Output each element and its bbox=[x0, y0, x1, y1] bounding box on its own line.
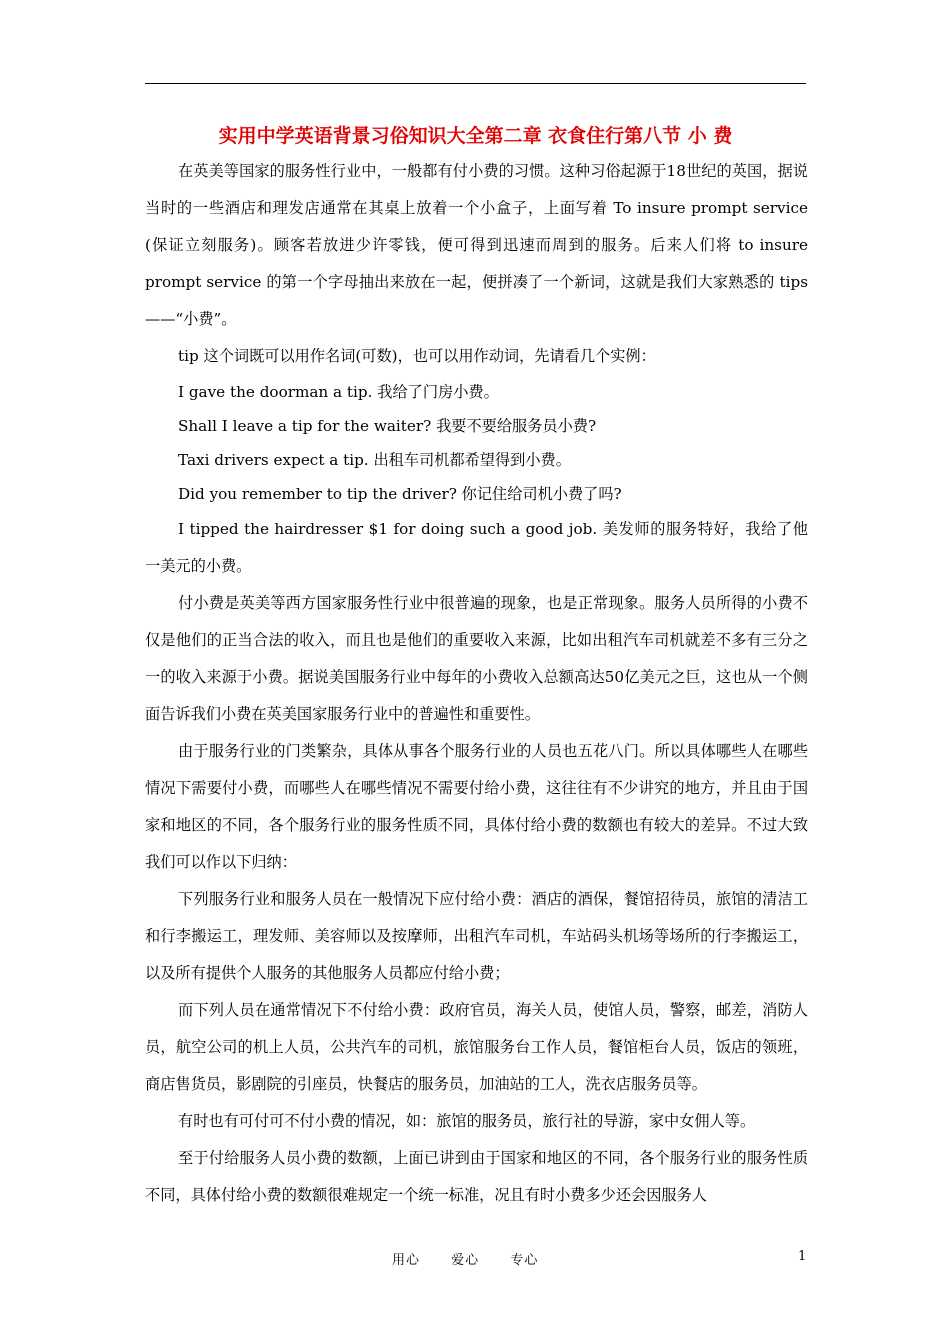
paragraph-tip-required: 下列服务行业和服务人员在一般情况下应付给小费：酒店的酒保，餐馆招待员，旅馆的清洁工和行李搬运工，理发师、美容师以及按摩师，出租汽车司机，车站码头机场等场所的行李搬运工，以及所有提供个人服务的其他服务人员都应付给小费； bbox=[145, 890, 808, 982]
document-body bbox=[145, 153, 808, 1214]
example-sentence: I gave the doorman a tip. 我给了门房小费。 bbox=[178, 383, 499, 401]
footer-motto bbox=[392, 1249, 564, 1268]
footer-word: 用心 bbox=[392, 1253, 421, 1268]
paragraph-tip-not-required: 而下列人员在通常情况下不付给小费：政府官员，海关人员，使馆人员，警察，邮差，消防人员，航空公司的机上人员，公共汽车的司机，旅馆服务台工作人员，餐馆柜台人员，饭店的领班，商店售货员，影剧院的引座员，快餐店的服务员，加油站的工人，洗衣店服务员等。 bbox=[145, 1001, 808, 1093]
paragraph-tip-variety: 由于服务行业的门类繁杂，具体从事各个服务行业的人员也五花八门。所以具体哪些人在哪些情况下需要付小费，而哪些人在哪些情况不需要付给小费，这往往有不少讲究的地方，并且由于国家和地区的不同，各个服务行业的服务性质不同，具体付给小费的数额也有较大的差异。不过大致我们可以作以下归纳： bbox=[145, 742, 808, 871]
example-sentence: Shall I leave a tip for the waiter? 我要不要给服务员小费? bbox=[178, 417, 597, 435]
header-rule bbox=[145, 83, 806, 84]
example-sentence: I tipped the hairdresser $1 for doing such a good job. 美发师的服务特好，我给了他一美元的小费。 bbox=[145, 520, 808, 575]
paragraph-tip-origin: 在英美等国家的服务性行业中，一般都有付小费的习惯。这种习俗起源于18世纪的英国，据说当时的一些酒店和理发店通常在其桌上放着一个小盒子，上面写着 To insure prompt service (保证立刻服务)。顾客若放进少许零钱，便可得到迅速而周到的服务。后来人们将 to insure prompt service 的第一个字母抽出来放在一起，便拼凑了一个新词，这就是我们大家熟悉的 tips——“小费”。 bbox=[145, 162, 808, 328]
paragraph-tip-usage: tip 这个词既可以用作名词(可数)，也可以用作动词，先请看几个实例： bbox=[178, 347, 656, 365]
paragraph-tip-amount: 至于付给服务人员小费的数额，上面已讲到由于国家和地区的不同，各个服务行业的服务性质不同，具体付给小费的数额很难规定一个统一标准，况且有时小费多少还会因服务人 bbox=[145, 1149, 808, 1204]
paragraph-tip-prevalence: 付小费是英美等西方国家服务性行业中很普遍的现象，也是正常现象。服务人员所得的小费不仅是他们的正当合法的收入，而且也是他们的重要收入来源，比如出租汽车司机就差不多有三分之一的收入来源于小费。据说美国服务行业中每年的小费收入总额高达50亿美元之巨，这也从一个侧面告诉我们小费在英美国家服务行业中的普遍性和重要性。 bbox=[145, 594, 808, 723]
page-number: 1 bbox=[798, 1249, 807, 1264]
paragraph-tip-optional: 有时也有可付可不付小费的情况，如：旅馆的服务员，旅行社的导游，家中女佣人等。 bbox=[178, 1112, 756, 1130]
example-sentence: Taxi drivers expect a tip. 出租车司机都希望得到小费。 bbox=[178, 451, 571, 469]
footer-word: 专心 bbox=[510, 1253, 539, 1268]
document-title: 实用中学英语背景习俗知识大全第二章 衣食住行第八节 小 费 bbox=[218, 125, 733, 147]
footer-word: 爱心 bbox=[451, 1253, 480, 1268]
example-sentence: Did you remember to tip the driver? 你记住给司机小费了吗? bbox=[178, 485, 622, 503]
